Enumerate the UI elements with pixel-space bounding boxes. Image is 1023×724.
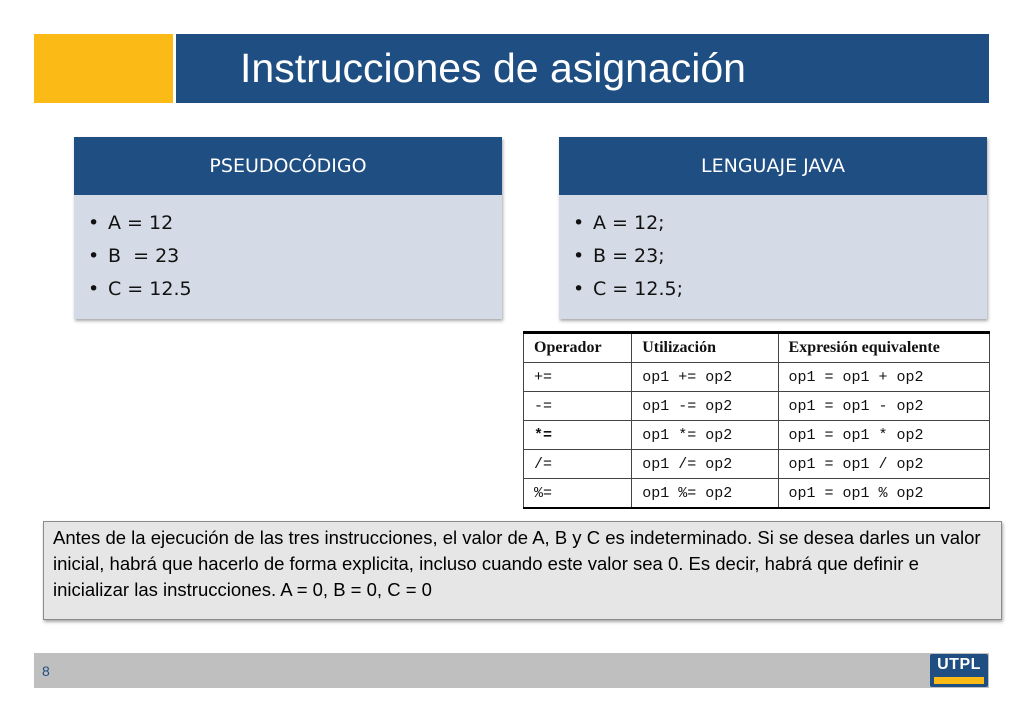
bullet-icon: • [88,212,100,234]
table-row [524,450,990,479]
logo-tagline-strip [934,677,984,684]
table-cell: -= [524,392,632,421]
list-item-text: B = 23 [108,245,180,267]
java-box [559,137,987,319]
table-cell: /= [524,450,632,479]
list-item [573,207,987,240]
list-item-text: A = 12 [108,212,174,234]
pseudocode-list [74,195,502,306]
table-header-row [524,333,990,363]
table-row [524,363,990,392]
bullet-icon: • [573,245,585,267]
page-number: 8 [42,663,50,679]
list-item [88,240,502,273]
table-cell: op1 = op1 % op2 [778,479,989,509]
list-item-text: C = 12.5 [108,278,192,300]
bullet-icon: • [573,278,585,300]
table-cell: op1 *= op2 [632,421,778,450]
list-item [88,207,502,240]
table-cell: += [524,363,632,392]
pseudocode-box [74,137,502,319]
column-header: Utilización [632,333,778,363]
table-cell: *= [524,421,632,450]
java-list [559,195,987,306]
header-accent-block [34,34,173,103]
table-cell: op1 = op1 - op2 [778,392,989,421]
table-cell: op1 /= op2 [632,450,778,479]
java-heading: LENGUAJE JAVA [559,137,987,195]
operators-table [523,331,990,509]
table-row [524,421,990,450]
table-cell: op1 = op1 / op2 [778,450,989,479]
logo-text: UTPL [937,656,981,673]
list-item [88,273,502,306]
column-header: Expresión equivalente [778,333,989,363]
table-row [524,479,990,509]
bullet-icon: • [573,212,585,234]
title-bar [176,34,989,103]
slide-title: Instrucciones de asignación [240,45,746,91]
table-cell: op1 += op2 [632,363,778,392]
table-cell: %= [524,479,632,509]
table-cell: op1 %= op2 [632,479,778,509]
table-row [524,392,990,421]
list-item [573,273,987,306]
explanation-note: Antes de la ejecución de las tres instrucciones, el valor de A, B y C es indeterminado. Si se desea darles un valor inicial, habrá que hacerlo de forma explicita, incluso cuando este valor sea 0. Es decir, habrá que definir e inicializar las instrucciones. A = 0, B = 0, C = 0 [43,521,1002,620]
column-header: Operador [524,333,632,363]
table-cell: op1 = op1 + op2 [778,363,989,392]
table-cell: op1 -= op2 [632,392,778,421]
bullet-icon: • [88,278,100,300]
utpl-logo [930,654,988,687]
list-item-text: A = 12; [593,212,665,234]
table-cell: op1 = op1 * op2 [778,421,989,450]
pseudocode-heading: PSEUDOCÓDIGO [74,137,502,195]
bullet-icon: • [88,245,100,267]
footer-bar [34,653,989,688]
list-item-text: C = 12.5; [593,278,683,300]
list-item [573,240,987,273]
list-item-text: B = 23; [593,245,665,267]
